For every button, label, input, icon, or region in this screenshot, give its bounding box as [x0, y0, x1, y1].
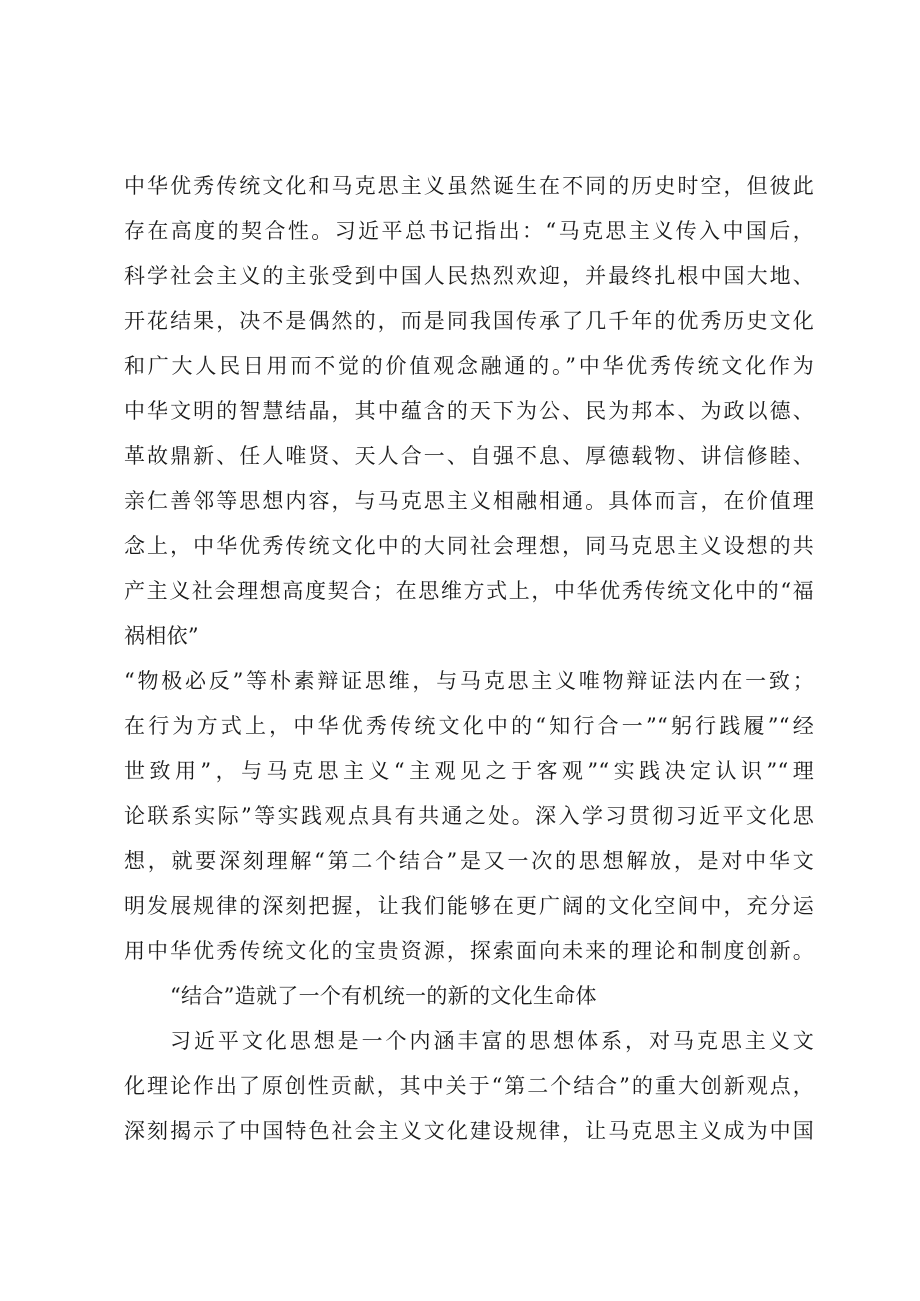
- text-line: 产主义社会理想高度契合；在思维方式上，中华优秀传统文化中的“福: [124, 579, 814, 603]
- text-line: 科学社会主义的主张受到中国人民热烈欢迎，并最终扎根中国大地、: [124, 264, 814, 288]
- text-line: 深刻揭示了中国特色社会主义文化建设规律，让马克思主义成为中国: [124, 1119, 814, 1143]
- text-line: 习近平文化思想是一个内涵丰富的思想体系，对马克思主义文: [170, 1029, 814, 1053]
- text-line: “物极必反”等朴素辩证思维，与马克思主义唯物辩证法内在一致；: [124, 669, 814, 693]
- text-line: 化理论作出了原创性贡献，其中关于“第二个结合”的重大创新观点，: [124, 1074, 814, 1098]
- text-line: 和广大人民日用而不觉的价值观念融通的。”中华优秀传统文化作为: [124, 354, 814, 378]
- text-line: 用中华优秀传统文化的宝贵资源，探索面向未来的理论和制度创新。: [124, 939, 814, 963]
- text-line: 念上，中华优秀传统文化中的大同社会理想，同马克思主义设想的共: [124, 534, 814, 558]
- text-line: 中华优秀传统文化和马克思主义虽然诞生在不同的历史时空，但彼此: [124, 174, 814, 198]
- text-line: 中华文明的智慧结晶，其中蕴含的天下为公、民为邦本、为政以德、: [124, 399, 814, 423]
- text-line: 开花结果，决不是偶然的，而是同我国传承了几千年的优秀历史文化: [124, 309, 814, 333]
- text-line: 存在高度的契合性。习近平总书记指出：“马克思主义传入中国后，: [124, 219, 814, 243]
- section-heading: “结合”造就了一个有机统一的新的文化生命体: [170, 984, 597, 1008]
- text-line: 祸相依”: [124, 624, 199, 648]
- text-line: 亲仁善邻等思想内容，与马克思主义相融相通。具体而言，在价值理: [124, 489, 814, 513]
- text-line: 世致用”，与马克思主义“主观见之于客观”“实践决定认识”“理: [124, 759, 814, 783]
- text-line: 论联系实际”等实践观点具有共通之处。深入学习贯彻习近平文化思: [124, 804, 814, 828]
- text-line: 革故鼎新、任人唯贤、天人合一、自强不息、厚德载物、讲信修睦、: [124, 444, 814, 468]
- text-line: 想，就要深刻理解“第二个结合”是又一次的思想解放，是对中华文: [124, 849, 814, 873]
- text-line: 明发展规律的深刻把握，让我们能够在更广阔的文化空间中，充分运: [124, 894, 814, 918]
- text-line: 在行为方式上，中华优秀传统文化中的“知行合一”“躬行践履”“经: [124, 714, 814, 738]
